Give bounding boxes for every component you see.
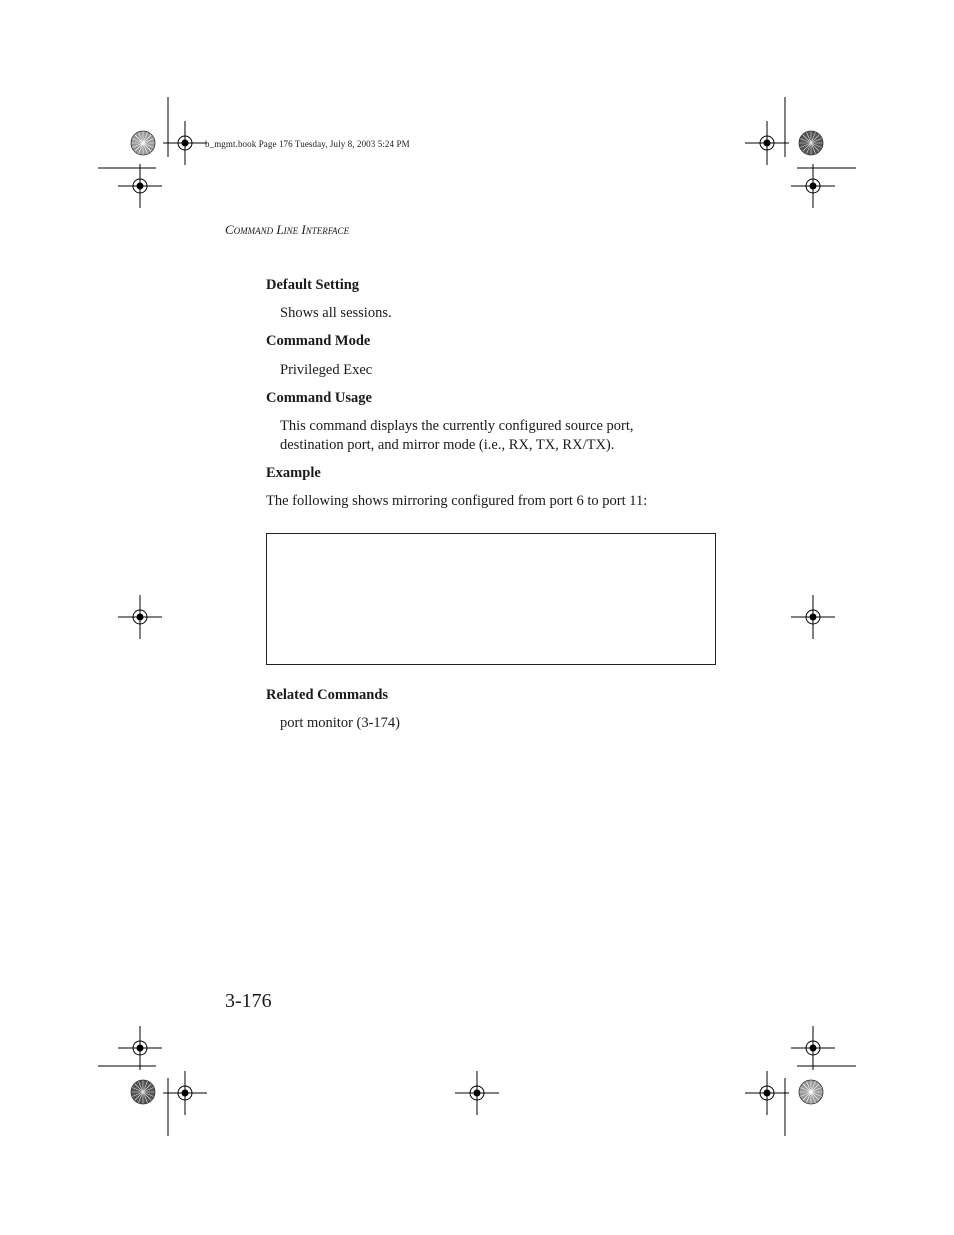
registration-mark-top-left-outer	[118, 164, 162, 208]
command-usage-heading: Command Usage	[266, 390, 372, 406]
starburst-target-bottom-left	[131, 1080, 155, 1104]
registration-mark-top-right-outer	[791, 164, 835, 208]
registration-mark-middle-right	[791, 595, 835, 639]
command-usage-line-2: destination port, and mirror mode (i.e., RX, TX, RX/TX).	[280, 437, 615, 453]
starburst-target-top-right	[799, 131, 823, 155]
starburst-target-bottom-right	[799, 1080, 823, 1104]
command-mode-heading: Command Mode	[266, 333, 371, 349]
registration-mark-bottom-right-outer	[791, 1026, 835, 1070]
starburst-target-top-left	[131, 131, 155, 155]
example-heading: Example	[266, 465, 321, 481]
registration-mark-bottom-left-inner	[163, 1071, 207, 1115]
registration-mark-top-right-inner	[745, 121, 789, 165]
related-commands-text: port monitor (3-174)	[280, 715, 401, 731]
registration-mark-bottom-left-outer	[118, 1026, 162, 1070]
registration-mark-top-left-inner	[163, 121, 207, 165]
related-commands-heading: Related Commands	[266, 687, 389, 703]
default-setting-text: Shows all sessions.	[280, 305, 392, 321]
example-intro-text: The following shows mirroring configured from port 6 to port 11:	[266, 493, 648, 509]
default-setting-heading: Default Setting	[266, 277, 360, 293]
command-mode-text: Privileged Exec	[280, 362, 373, 378]
print-slug-line: b_mgmt.book Page 176 Tuesday, July 8, 2003 5:24 PM	[205, 139, 410, 149]
command-usage-line-1: This command displays the currently configured source port,	[280, 418, 634, 434]
running-head: Command Line Interface	[225, 222, 350, 237]
registration-mark-bottom-center	[455, 1071, 499, 1115]
registration-mark-middle-left	[118, 595, 162, 639]
page-number: 3-176	[225, 990, 272, 1012]
registration-mark-bottom-right-inner	[745, 1071, 789, 1115]
